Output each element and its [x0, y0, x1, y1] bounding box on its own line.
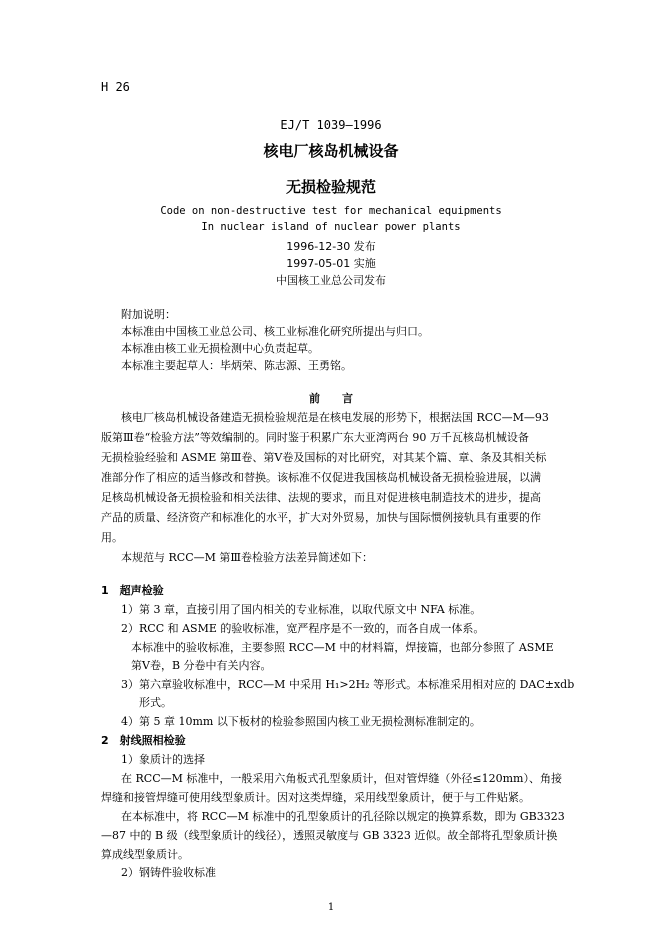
implement-date: 1997-05-01 实施 [286, 257, 376, 270]
document-title-line1: 核电厂核岛机械设备 [263, 142, 399, 160]
section-line: 4）第 5 章 10mm 以下板材的检验参照国内核工业无损检测标准制定的。 [121, 715, 481, 728]
subsection-heading: 1）象质计的选择 [121, 753, 205, 766]
section-line: 第Ⅴ卷，B 分卷中有关内容。 [131, 659, 272, 672]
notes-line: 本标准由核工业无损检测中心负责起草。 [121, 342, 319, 355]
foreword-line: 足核岛机械设备无损检验和相关法律、法规的要求，而且对促进核电制造技术的进步，提高 [101, 491, 541, 504]
section-heading-radiography: 2 射线照相检验 [101, 734, 186, 747]
section-line: 3）第六章验收标准中，RCC—M 中采用 H₁>2H₂ 等形式。本标准采用相对应的 DAC±xdb [121, 678, 575, 691]
section-line: 在本标准中，将 RCC—M 标准中的孔型象质计的孔径除以规定的换算系数，即为 GB3323 [121, 810, 565, 823]
foreword-summary-intro: 本规范与 RCC—M 第Ⅲ卷检验方法差异简述如下： [121, 551, 373, 564]
notes-line: 本标准主要起草人：毕炳荣、陈志源、王勇铭。 [121, 359, 352, 372]
notes-heading: 附加说明： [121, 308, 176, 321]
standard-number: EJ/T 1039—1996 [280, 118, 382, 132]
english-title-line1: Code on non-destructive test for mechanical equipments [160, 205, 502, 217]
foreword-line: 版第Ⅲ卷“检验方法”等效编制的。同时鉴于积累广东大亚湾两台 90 万千瓦核岛机械设备 [101, 431, 529, 444]
section-line: 焊缝和接管焊缝可使用线型象质计。因对这类焊缝，采用线型象质计，便于与工件贴紧。 [101, 791, 530, 804]
foreword-line: 核电厂核岛机械设备建造无损检验规范是在核电发展的形势下，根据法国 RCC—M—93 [121, 411, 549, 424]
section-heading-ultrasonic: 1 超声检验 [101, 584, 164, 597]
foreword-line: 用。 [101, 531, 123, 544]
section-line: —87 中的 B 级（线型象质计的线径），透照灵敏度与 GB 3323 近似。故全部将孔型象质计换 [101, 829, 558, 842]
foreword-line: 产品的质量、经济资产和标准化的水平，扩大对外贸易，加快与国际惯例接轨具有重要的作 [101, 511, 541, 524]
classification-code: H 26 [101, 80, 130, 94]
document-title-line2: 无损检验规范 [285, 178, 376, 196]
section-line: 本标准中的验收标准，主要参照 RCC—M 中的材料篇，焊接篇，也部分参照了 ASME [131, 641, 554, 654]
section-line: 形式。 [139, 696, 172, 709]
foreword-line: 无损检验经验和 ASME 第Ⅲ卷、第Ⅴ卷及国标的对比研究，对其某个篇、章、条及其相关标 [101, 451, 547, 464]
subsection-heading: 2）钢铸件验收标准 [121, 866, 216, 879]
section-line: 2）RCC 和 ASME 的验收标准，宽严程序是不一致的，而各自成一体系。 [121, 622, 485, 635]
page-number: 1 [327, 902, 335, 913]
issue-date: 1996-12-30 发布 [286, 240, 376, 253]
section-line: 算成线型象质计。 [101, 848, 189, 861]
section-line: 1）第 3 章，直接引用了国内相关的专业标准，以取代原文中 NFA 标准。 [121, 603, 482, 616]
section-line: 在 RCC—M 标准中，一般采用六角板式孔型象质计，但对管焊缝（外径≤120mm）、角接 [121, 772, 562, 785]
foreword-line: 准部分作了相应的适当修改和替换。该标准不仅促进我国核岛机械设备无损检验进展，以满 [101, 471, 541, 484]
notes-line: 本标准由中国核工业总公司、核工业标准化研究所提出与归口。 [121, 325, 429, 338]
foreword-heading: 前 言 [309, 392, 353, 405]
issuer: 中国核工业总公司发布 [276, 274, 386, 287]
english-title-line2: In nuclear island of nuclear power plants [201, 221, 461, 233]
